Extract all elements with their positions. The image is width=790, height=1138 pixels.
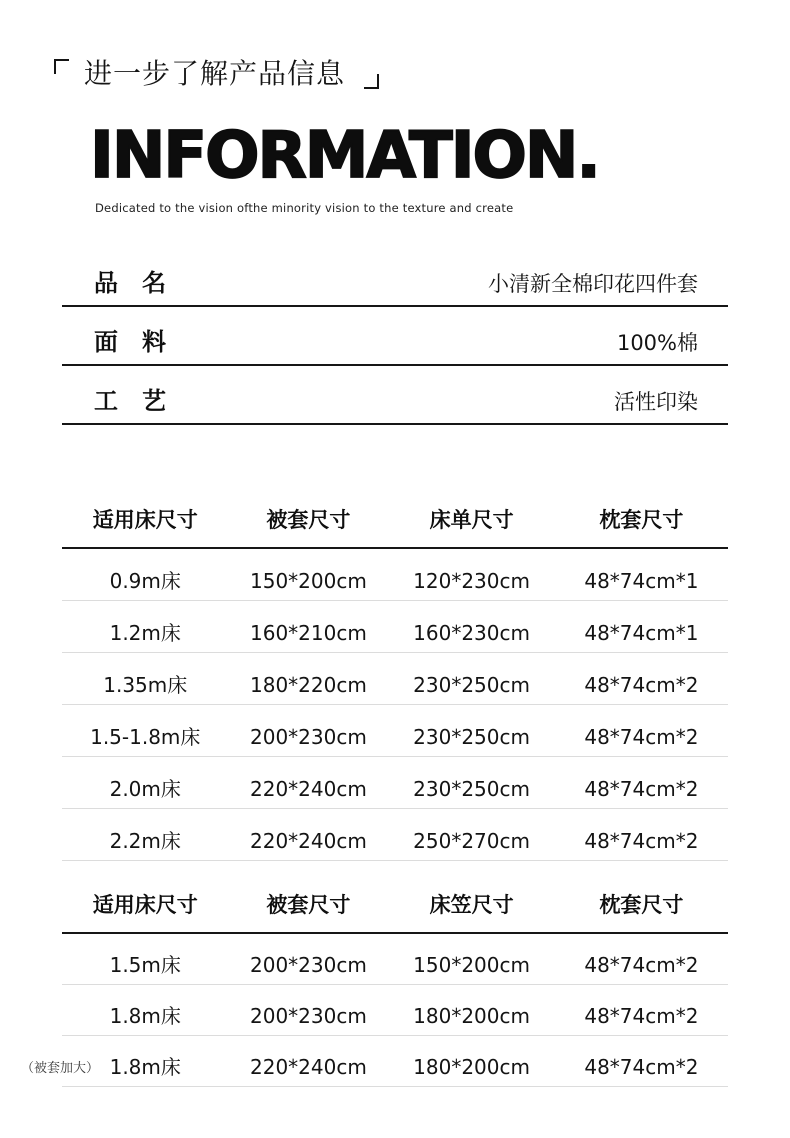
size-cell: 180*200cm — [413, 1055, 530, 1079]
size-table-fitted-sheet — [21, 880, 728, 1087]
size-cell: 48*74cm*2 — [584, 1055, 699, 1079]
size-cell: 1.8m床 — [109, 1004, 181, 1028]
info-row-craft — [62, 366, 728, 425]
size-cell: 230*250cm — [413, 673, 530, 697]
size-cell: 48*74cm*1 — [584, 569, 699, 593]
column-header: 床单尺寸 — [429, 508, 514, 533]
size-cell: 230*250cm — [413, 777, 530, 801]
size-cell: 0.9m床 — [109, 569, 181, 593]
table-row — [62, 653, 728, 705]
tagline — [54, 56, 379, 92]
product-info-table — [62, 248, 728, 425]
size-cell: 250*270cm — [413, 829, 530, 853]
size-cell: 1.8m床 — [109, 1055, 181, 1079]
size-cell: 150*200cm — [250, 569, 367, 593]
size-table-header-row — [62, 880, 728, 934]
size-table-header-row — [62, 495, 728, 549]
size-table-flat-sheet — [62, 495, 728, 861]
column-header: 床笠尺寸 — [429, 893, 514, 918]
size-cell: 230*250cm — [413, 725, 530, 749]
column-header: 被套尺寸 — [266, 508, 351, 533]
row-note-duvet-oversize: （被套加大） — [21, 1060, 100, 1076]
corner-bracket-open-icon — [54, 59, 69, 74]
info-row-fabric — [62, 307, 728, 366]
size-cell: 48*74cm*2 — [584, 1004, 699, 1028]
column-header: 枕套尺寸 — [599, 893, 684, 918]
size-cell: 120*230cm — [413, 569, 530, 593]
size-cell: 220*240cm — [250, 777, 367, 801]
column-header: 适用床尺寸 — [92, 508, 198, 533]
table-row — [62, 809, 728, 861]
tagline-text: 进一步了解产品信息 — [84, 57, 346, 90]
size-cell: 2.0m床 — [109, 777, 181, 801]
table-row — [62, 985, 728, 1036]
size-cell: 48*74cm*2 — [584, 777, 699, 801]
table-row — [21, 1036, 728, 1087]
size-cell: 150*200cm — [413, 953, 530, 977]
corner-bracket-close-icon — [364, 74, 379, 89]
table-row — [62, 705, 728, 757]
size-cell: 48*74cm*2 — [584, 673, 699, 697]
info-label: 工 艺 — [94, 387, 166, 415]
size-cell: 2.2m床 — [109, 829, 181, 853]
size-cell: 1.5m床 — [109, 953, 181, 977]
size-cell: 180*220cm — [250, 673, 367, 697]
size-cell: 180*200cm — [413, 1004, 530, 1028]
table-row — [62, 601, 728, 653]
page-subtitle: Dedicated to the vision ofthe minority vision to the texture and create — [95, 201, 514, 215]
info-row-product-name — [62, 248, 728, 307]
size-cell: 200*230cm — [250, 953, 367, 977]
table-row — [62, 757, 728, 809]
size-cell: 1.5-1.8m床 — [90, 725, 201, 749]
size-cell: 48*74cm*1 — [584, 621, 699, 645]
size-cell: 220*240cm — [250, 829, 367, 853]
size-cell: 48*74cm*2 — [584, 725, 699, 749]
info-label: 品 名 — [94, 269, 166, 297]
column-header: 适用床尺寸 — [92, 893, 198, 918]
table-row — [62, 549, 728, 601]
size-cell: 1.2m床 — [109, 621, 181, 645]
size-cell: 200*230cm — [250, 725, 367, 749]
size-cell: 48*74cm*2 — [584, 829, 699, 853]
size-cell: 160*230cm — [413, 621, 530, 645]
info-value: 100%棉 — [616, 331, 698, 355]
info-value: 活性印染 — [614, 390, 698, 414]
column-header: 枕套尺寸 — [599, 508, 684, 533]
info-value: 小清新全棉印花四件套 — [488, 272, 698, 296]
column-header: 被套尺寸 — [266, 893, 351, 918]
size-cell: 220*240cm — [250, 1055, 367, 1079]
size-cell: 1.35m床 — [103, 673, 188, 697]
page-title: INFORMATION. — [90, 119, 599, 193]
table-row — [62, 934, 728, 985]
info-label: 面 料 — [94, 328, 166, 356]
size-cell: 48*74cm*2 — [584, 953, 699, 977]
size-cell: 160*210cm — [250, 621, 367, 645]
size-cell: 200*230cm — [250, 1004, 367, 1028]
